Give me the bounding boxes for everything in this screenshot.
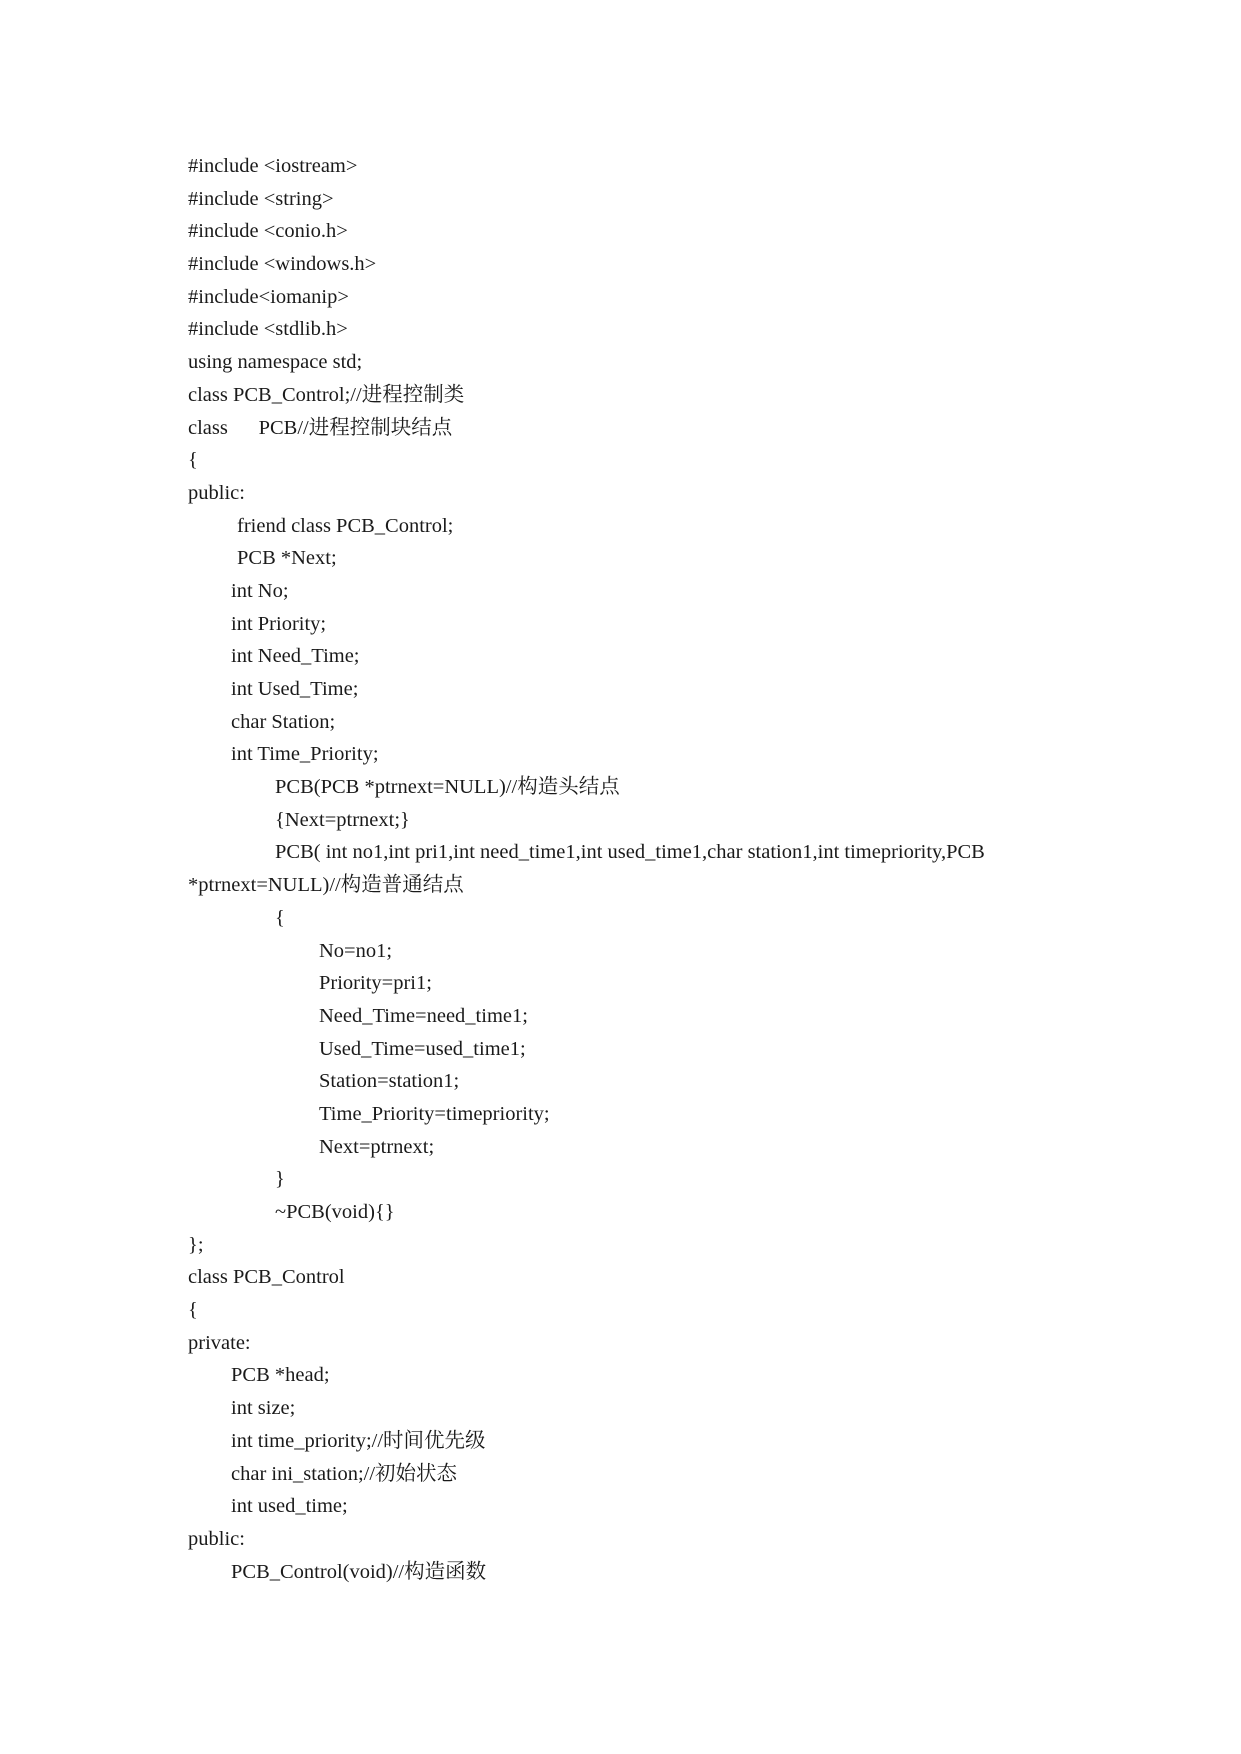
code-line: PCB *head; bbox=[231, 1364, 330, 1387]
code-line: int time_priority;//时间优先级 bbox=[231, 1429, 486, 1452]
code-line: char ini_station;//初始状态 bbox=[231, 1462, 458, 1485]
code-line: { bbox=[188, 1299, 198, 1322]
code-line: class PCB_Control bbox=[188, 1266, 345, 1289]
code-listing bbox=[188, 150, 1088, 1588]
code-line: Used_Time=used_time1; bbox=[319, 1037, 526, 1060]
code-line: using namespace std; bbox=[188, 351, 363, 374]
code-line: friend class PCB_Control; bbox=[237, 514, 454, 537]
code-line: class PCB_Control;//进程控制类 bbox=[188, 383, 465, 406]
code-line: class PCB//进程控制块结点 bbox=[188, 416, 453, 439]
code-line: PCB_Control(void)//构造函数 bbox=[231, 1560, 487, 1583]
code-line: ~PCB(void){} bbox=[275, 1201, 395, 1223]
code-line: Next=ptrnext; bbox=[319, 1135, 435, 1158]
code-line: Priority=pri1; bbox=[319, 972, 432, 995]
code-line: *ptrnext=NULL)//构造普通结点 bbox=[188, 874, 464, 897]
code-line: { bbox=[188, 449, 198, 472]
code-line: int size; bbox=[231, 1397, 296, 1420]
code-line: int used_time; bbox=[231, 1495, 348, 1518]
code-line: No=no1; bbox=[319, 939, 393, 962]
code-line: int Used_Time; bbox=[231, 678, 359, 700]
code-line: #include <conio.h> bbox=[188, 220, 348, 243]
code-line: }; bbox=[188, 1233, 204, 1256]
code-line: PCB( int no1,int pri1,int need_time1,int used_time1,char station1,int timepriority,PCB bbox=[275, 841, 985, 864]
code-line: private: bbox=[188, 1331, 251, 1354]
code-line: #include <stdlib.h> bbox=[188, 318, 348, 341]
code-line: #include <windows.h> bbox=[188, 253, 377, 276]
code-line: int Priority; bbox=[231, 612, 327, 635]
code-line: public: bbox=[188, 1527, 245, 1550]
code-line: int No; bbox=[231, 579, 289, 602]
code-line: {Next=ptrnext;} bbox=[275, 808, 410, 831]
code-line: #include <string> bbox=[188, 187, 334, 210]
code-line: PCB(PCB *ptrnext=NULL)//构造头结点 bbox=[275, 776, 620, 799]
code-line: #include <iostream> bbox=[188, 155, 358, 177]
code-line: char Station; bbox=[231, 710, 336, 733]
code-line: Time_Priority=timepriority; bbox=[319, 1102, 550, 1125]
code-line: } bbox=[275, 1168, 285, 1191]
code-line: int Need_Time; bbox=[231, 645, 360, 668]
code-line: PCB *Next; bbox=[237, 547, 337, 570]
code-line: Station=station1; bbox=[319, 1070, 460, 1093]
code-line: #include<iomanip> bbox=[188, 285, 349, 308]
code-line: { bbox=[275, 906, 285, 929]
code-line: Need_Time=need_time1; bbox=[319, 1004, 528, 1027]
code-line: public: bbox=[188, 481, 245, 504]
code-line: int Time_Priority; bbox=[231, 743, 379, 766]
